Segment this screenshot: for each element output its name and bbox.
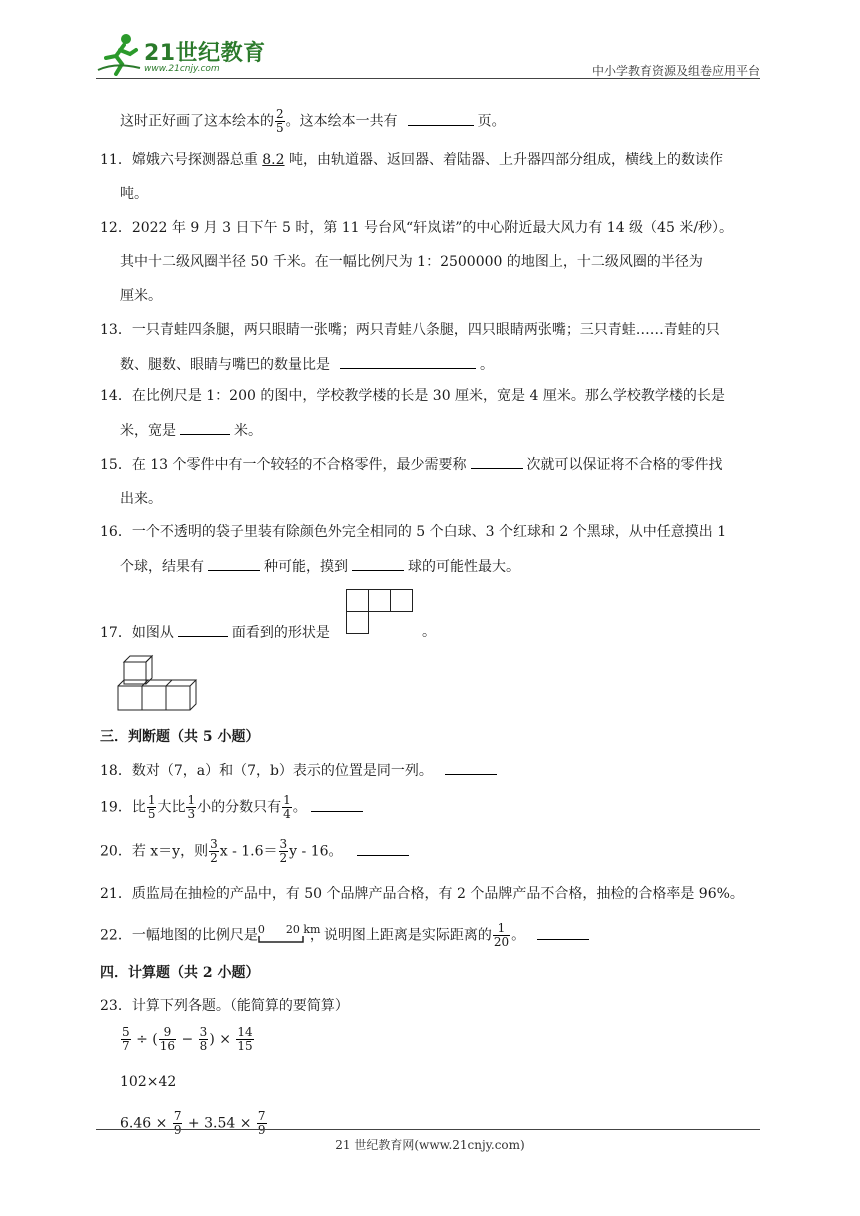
question-13 xyxy=(100,320,760,375)
fraction: $\frac{3}{2}$ xyxy=(279,837,288,865)
fraction: $\frac{1}{5}$ xyxy=(147,793,156,821)
logo-url: www.21cnjy.com xyxy=(144,64,220,74)
q17-text: 17．如图从 xyxy=(100,625,174,641)
q16-text: 球的可能性最大。 xyxy=(408,559,520,575)
q14-text: 米。 xyxy=(234,423,262,439)
section-title-calculation: 四．计算题（共 2 小题） xyxy=(100,965,260,981)
header-divider xyxy=(96,78,760,79)
fraction: $\frac{9}{16}$ xyxy=(159,1025,176,1053)
question-19 xyxy=(100,794,760,821)
q17-text: 。 xyxy=(422,624,436,640)
q20-text: x - 1.6＝ xyxy=(219,843,278,860)
q16-text: 个球，结果有 xyxy=(120,559,204,575)
q21-text: 21．质监局在抽检的产品中，有 50 个品牌产品合格，有 2 个品牌产品不合格，抽检的合格率是 96%。 xyxy=(100,886,744,902)
q12-text: 厘米。 xyxy=(120,288,162,304)
q22-text: 。 xyxy=(511,927,526,944)
answer-blank[interactable] xyxy=(178,622,228,637)
operator: − xyxy=(181,1031,194,1048)
question-12 xyxy=(100,218,760,306)
section-title-judgement: 三．判断题（共 5 小题） xyxy=(100,729,260,745)
q20-text: 20．若 x＝y，则 xyxy=(100,843,209,860)
q13-text: 13．一只青蛙四条腿，两只眼睛一张嘴；两只青蛙八条腿，四只眼睛两张嘴；三只青蛙……青蛙的只 xyxy=(100,322,720,338)
expression-2: 102×42 xyxy=(120,1074,177,1090)
q11-text: 吨。 xyxy=(120,186,148,202)
question-22 xyxy=(100,922,760,949)
q16-text: 16．一个不透明的袋子里装有除颜色外完全相同的 5 个白球、3 个红球和 2 个黑球，从中任意摸出 1 xyxy=(100,524,727,540)
fraction: $\frac{1}{3}$ xyxy=(187,793,196,821)
question-20 xyxy=(100,838,760,865)
q19-text: 小的分数只有 xyxy=(197,799,282,816)
question-21 xyxy=(100,884,760,904)
answer-blank[interactable] xyxy=(408,111,474,126)
fraction: $\frac{5}{7}$ xyxy=(122,1025,130,1053)
q10-text: 。这本绘本一共有 xyxy=(285,113,398,130)
q19-text: 。 xyxy=(292,799,307,816)
answer-blank[interactable] xyxy=(445,760,497,775)
fraction: $\frac{7}{9}$ xyxy=(257,1109,266,1137)
q22-text: 22．一幅地图的比例尺是 xyxy=(100,927,258,944)
q10-text: 页。 xyxy=(477,113,506,130)
fraction: $\frac{3}{2}$ xyxy=(210,837,218,865)
footer-divider xyxy=(96,1129,760,1130)
fraction: $\frac{1}{20}$ xyxy=(493,921,510,949)
q11-text: 11．嫦娥六号探测器总重 xyxy=(100,152,263,168)
fraction: $\frac{2}{5}$ xyxy=(276,107,284,135)
answer-blank[interactable] xyxy=(537,925,589,940)
logo-text: 21世纪教育 xyxy=(144,41,266,66)
q12-text: 12．2022 年 9 月 3 日下午 5 时，第 11 号台风“轩岚诺”的中心附近最大风力有 14 级（45 米/秒）。 xyxy=(100,220,734,236)
q14-text: 米，宽是 xyxy=(120,423,176,439)
q14-text: 14．在比例尺是 1：200 的图中，学校教学楼的长是 30 厘米，宽是 4 厘米。那么学校教学楼的长是 xyxy=(100,388,725,404)
q19-text: 大比 xyxy=(157,799,186,816)
q11-text: 吨，由轨道器、返回器、着陆器、上升器四部分组成，横线上的数读作 xyxy=(284,152,723,168)
operator: ÷ ( xyxy=(136,1031,158,1048)
answer-blank[interactable] xyxy=(471,454,523,469)
q12-text: 其中十二级风圈半径 50 千米。在一幅比例尺为 1：2500000 的地图上，十二级风圈的半径为 xyxy=(120,254,703,270)
q15-text: 出来。 xyxy=(120,491,162,507)
scale-zero-label: 0 xyxy=(257,922,265,936)
q17-text: 面看到的形状是 xyxy=(231,625,330,641)
front-view-shape-diagram xyxy=(346,589,418,637)
question-18 xyxy=(100,760,760,781)
operand: 6.46 × xyxy=(120,1115,168,1132)
answer-blank[interactable] xyxy=(180,420,230,435)
platform-name: 中小学教育资源及组卷应用平台 xyxy=(591,64,760,78)
operand: + 3.54 × xyxy=(187,1115,252,1132)
fraction: $\frac{3}{8}$ xyxy=(199,1025,208,1053)
fraction: $\frac{7}{9}$ xyxy=(173,1109,182,1137)
scale-20km-label: 20 km xyxy=(285,922,321,936)
q10-text: 这时正好画了这本绘本的 xyxy=(120,113,274,130)
q13-text: 。 xyxy=(480,357,494,373)
answer-blank[interactable] xyxy=(311,797,363,812)
question-10-continuation xyxy=(100,108,780,135)
q20-text: y - 16。 xyxy=(289,843,343,860)
q16-text: 种可能，摸到 xyxy=(264,559,348,575)
q13-text: 数、腿数、眼睛与嘴巴的数量比是 xyxy=(120,357,330,373)
expression-1 xyxy=(100,1026,780,1053)
fraction: $\frac{1}{4}$ xyxy=(283,793,291,821)
answer-blank[interactable] xyxy=(340,354,476,369)
question-11 xyxy=(100,150,760,204)
q18-text: 18．数对（7，a）和（7，b）表示的位置是同一列。 xyxy=(100,763,433,779)
q22-text: ，说明图上距离是实际距离的 xyxy=(309,927,492,944)
page-header xyxy=(96,30,760,80)
question-16 xyxy=(100,522,760,577)
q15-text: 15．在 13 个零件中有一个较轻的不合格零件，最少需要称 xyxy=(100,457,467,473)
map-scale-bar xyxy=(257,922,321,948)
question-23-title: 23．计算下列各题。（能简算的要简算） xyxy=(100,998,349,1014)
answer-blank[interactable] xyxy=(352,556,404,571)
expression-3 xyxy=(100,1110,780,1137)
page-footer: 21 世纪教育网(www.21cnjy.com) xyxy=(335,1138,525,1152)
answer-blank[interactable] xyxy=(208,556,260,571)
runner-logo-icon xyxy=(96,32,142,76)
question-14 xyxy=(100,386,760,441)
cube-stack-diagram xyxy=(116,652,206,714)
operator: ) × xyxy=(209,1031,231,1048)
answer-blank[interactable] xyxy=(357,841,409,856)
q19-text: 19．比 xyxy=(100,799,146,816)
logo xyxy=(96,30,266,78)
q15-text: 次就可以保证将不合格的零件找 xyxy=(526,457,723,473)
underlined-number: 8.2 xyxy=(262,152,285,168)
fraction: $\frac{14}{15}$ xyxy=(237,1025,253,1053)
question-15 xyxy=(100,454,760,509)
